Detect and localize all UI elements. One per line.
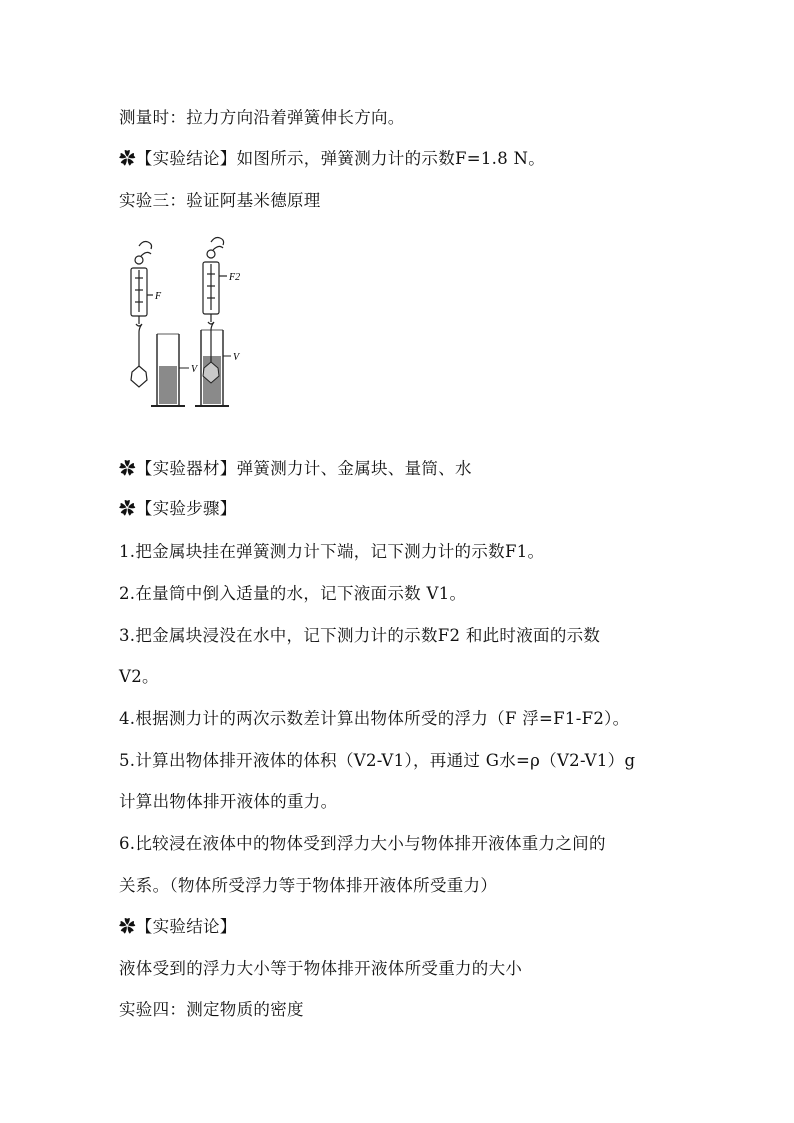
line-8: 3.把金属块浸没在水中，记下测力计的示数F2 和此时液面的示数 — [119, 626, 601, 645]
right-spring-scale — [203, 238, 227, 331]
line-10: 4.根据测力计的两次示数差计算出物体所受的浮力（F 浮=F1-F2）。 — [119, 709, 630, 728]
right-measuring-cylinder — [195, 330, 231, 406]
line-15: ✿【实验结论】 — [119, 917, 237, 936]
label-f2: F2 — [229, 272, 241, 283]
line-14: 关系。（物体所受浮力等于物体排开液体所受重力） — [119, 876, 498, 895]
label-f: F — [155, 291, 162, 302]
line-16: 液体受到的浮力大小等于物体排开液体所受重力的大小 — [119, 959, 523, 978]
archimedes-experiment-figure — [119, 234, 249, 412]
line-4: ✿【实验器材】弹簧测力计、金属块、量筒、水 — [119, 459, 472, 478]
left-measuring-cylinder — [151, 334, 189, 406]
line-7: 2.在量筒中倒入适量的水，记下液面示数 V1。 — [119, 584, 467, 603]
line-11: 5.计算出物体排开液体的体积（V2-V1），再通过 G水=ρ（V2-V1）g — [119, 751, 636, 770]
label-v-right: V — [233, 352, 240, 363]
left-spring-scale — [131, 242, 153, 388]
label-v-left: V — [191, 364, 198, 375]
line-2: ✿【实验结论】如图所示，弹簧测力计的示数F=1.8 N。 — [119, 149, 546, 168]
line-6: 1.把金属块挂在弹簧测力计下端，记下测力计的示数F1。 — [119, 542, 545, 561]
line-5: ✿【实验步骤】 — [119, 499, 237, 518]
line-17: 实验四：测定物质的密度 — [119, 1000, 304, 1019]
line-9: V2。 — [119, 667, 159, 686]
line-3: 实验三：验证阿基米德原理 — [119, 191, 321, 210]
line-1: 测量时：拉力方向沿着弹簧伸长方向。 — [119, 108, 405, 127]
line-12: 计算出物体排开液体的重力。 — [119, 792, 338, 811]
line-13: 6.比较浸在液体中的物体受到浮力大小与物体排开液体重力之间的 — [119, 834, 606, 853]
